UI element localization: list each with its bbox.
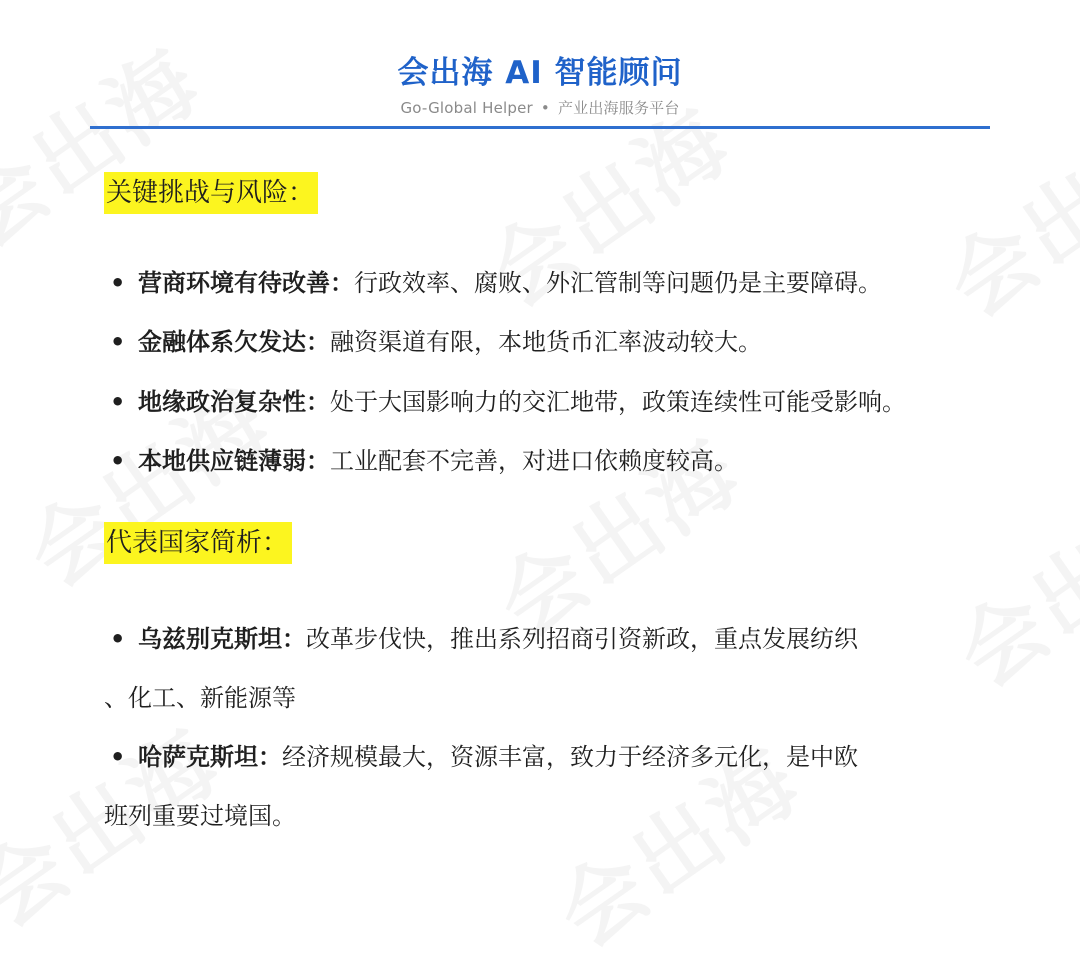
bullet: • [110,388,126,416]
item-text: 经济规模最大，资源丰富，致力于经济多元化，是中欧 [282,743,858,771]
countries-heading: 代表国家简析： [104,522,292,564]
item-text: 工业配套不完善，对进口依赖度较高。 [330,447,738,475]
bullet: • [110,328,126,356]
list-item [110,740,858,774]
list-item [110,266,882,300]
item-continuation: 班列重要过境国。 [104,802,296,830]
list-item [110,622,858,656]
list-item [110,444,738,478]
separator-dot: • [540,99,550,117]
brand-title: 会出海 AI 智能顾问 [397,55,683,91]
watermark [919,84,1080,340]
challenges-heading: 关键挑战与风险： [104,172,318,214]
item-term: 本地供应链薄弱： [138,447,330,475]
brand-subtitle [0,96,1080,120]
item-term: 金融体系欠发达： [138,328,330,356]
item-text: 行政效率、腐败、外汇管制等问题仍是主要障碍。 [354,269,882,297]
bullet: • [110,269,126,297]
item-text: 处于大国影响力的交汇地带，政策连续性可能受影响。 [330,388,906,416]
item-continuation: 、化工、新能源等 [104,684,296,712]
page-header [0,50,1080,120]
item-term: 哈萨克斯坦： [138,743,282,771]
item-text: 融资渠道有限，本地货币汇率波动较大。 [330,328,762,356]
brand-subtitle-en: Go-Global Helper [400,99,533,117]
item-term: 营商环境有待改善： [138,269,354,297]
item-term: 地缘政治复杂性： [138,388,330,416]
list-item [110,325,762,359]
item-term: 乌兹别克斯坦： [138,625,306,653]
item-text: 改革步伐快，推出系列招商引资新政，重点发展纺织 [306,625,858,653]
header-divider [90,126,990,129]
watermark [929,454,1080,710]
bullet: • [110,743,126,771]
brand-subtitle-cn: 产业出海服务平台 [557,99,680,117]
list-item [110,385,906,419]
bullet: • [110,447,126,475]
bullet: • [110,625,126,653]
